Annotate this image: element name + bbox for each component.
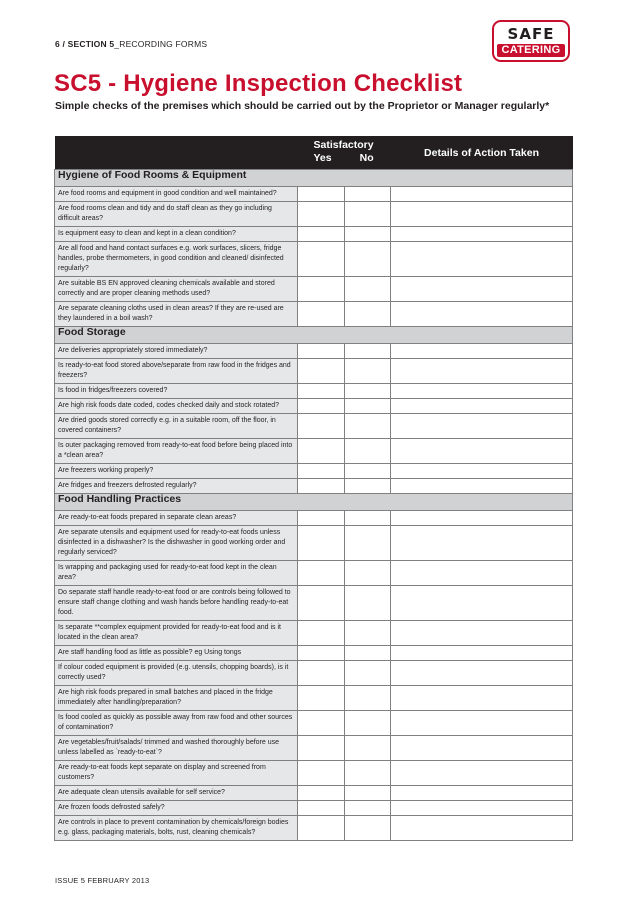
checklist-row	[55, 187, 573, 202]
checklist-row	[55, 511, 573, 526]
action-details-cell[interactable]	[391, 414, 573, 439]
question-text: Is outer packaging removed from ready-to-eat food before being placed into a *clean area?	[55, 439, 298, 464]
action-details-cell[interactable]	[391, 711, 573, 736]
issue-footer: ISSUE 5 FEBRUARY 2013	[55, 876, 150, 885]
no-cell[interactable]	[345, 359, 391, 384]
page-title: SC5 - Hygiene Inspection Checklist	[54, 70, 463, 97]
checklist-row	[55, 399, 573, 414]
yes-cell[interactable]	[298, 561, 345, 586]
section-title: Food Handling Practices	[55, 494, 573, 511]
no-cell[interactable]	[345, 511, 391, 526]
yes-cell[interactable]	[298, 816, 345, 841]
yes-cell[interactable]	[298, 686, 345, 711]
yes-cell[interactable]	[298, 187, 345, 202]
question-text: Are ready-to-eat foods kept separate on display and screened from customers?	[55, 761, 298, 786]
question-text: Are adequate clean utensils available for self service?	[55, 786, 298, 801]
logo-line-1: SAFE	[507, 25, 555, 43]
yes-cell[interactable]	[298, 801, 345, 816]
safe-catering-logo	[492, 20, 570, 62]
action-details-cell[interactable]	[391, 202, 573, 227]
yes-cell[interactable]	[298, 302, 345, 327]
yes-label: Yes	[313, 152, 332, 164]
checklist-row	[55, 801, 573, 816]
section-title: Hygiene of Food Rooms & Equipment	[55, 170, 573, 187]
yes-cell[interactable]	[298, 414, 345, 439]
yes-cell[interactable]	[298, 399, 345, 414]
action-details-cell[interactable]	[391, 479, 573, 494]
no-cell[interactable]	[345, 227, 391, 242]
yes-cell[interactable]	[298, 359, 345, 384]
checklist-table	[54, 136, 573, 841]
question-text: Is wrapping and packaging used for ready-to-eat food kept in the clean area?	[55, 561, 298, 586]
question-text: If colour coded equipment is provided (e.g. utensils, chopping boards), is it correctly used?	[55, 661, 298, 686]
yes-cell[interactable]	[298, 761, 345, 786]
section-header-row	[55, 327, 573, 344]
action-details-cell[interactable]	[391, 586, 573, 621]
checklist-row	[55, 384, 573, 399]
checklist-row	[55, 464, 573, 479]
question-text: Are frozen foods defrosted safely?	[55, 801, 298, 816]
checklist-row	[55, 277, 573, 302]
no-cell[interactable]	[345, 414, 391, 439]
no-cell[interactable]	[345, 344, 391, 359]
checklist-row	[55, 479, 573, 494]
no-cell[interactable]	[345, 277, 391, 302]
no-cell[interactable]	[345, 711, 391, 736]
no-cell[interactable]	[345, 242, 391, 277]
checklist-row	[55, 202, 573, 227]
yes-cell[interactable]	[298, 661, 345, 686]
checklist-row	[55, 646, 573, 661]
satisfactory-label: Satisfactory	[313, 139, 374, 151]
action-details-cell[interactable]	[391, 686, 573, 711]
page-subtitle: Simple checks of the premises which should be carried out by the Proprietor or Manager regularly*	[55, 100, 550, 112]
action-details-cell[interactable]	[391, 359, 573, 384]
no-cell[interactable]	[345, 187, 391, 202]
page-header	[55, 39, 207, 49]
question-text: Is equipment easy to clean and kept in a clean condition?	[55, 227, 298, 242]
no-cell[interactable]	[345, 736, 391, 761]
checklist-row	[55, 786, 573, 801]
checklist-row	[55, 561, 573, 586]
no-cell[interactable]	[345, 561, 391, 586]
action-details-cell[interactable]	[391, 801, 573, 816]
action-details-cell[interactable]	[391, 526, 573, 561]
details-header: Details of Action Taken	[391, 136, 573, 170]
section-title: Food Storage	[55, 327, 573, 344]
yes-cell[interactable]	[298, 711, 345, 736]
action-details-cell[interactable]	[391, 761, 573, 786]
checklist-row	[55, 344, 573, 359]
logo-line-2: CATERING	[497, 44, 565, 57]
question-text: Are staff handling food as little as possible? eg Using tongs	[55, 646, 298, 661]
checklist-row	[55, 414, 573, 439]
question-text: Are suitable BS EN approved cleaning chemicals available and stored correctly and are proper cleaning methods used?	[55, 277, 298, 302]
question-text: Are all food and hand contact surfaces e.g. work surfaces, slicers, fridge handles, probe thermometers, in good condition and cleaned/ disinfected regularly?	[55, 242, 298, 277]
yes-cell[interactable]	[298, 384, 345, 399]
no-label: No	[359, 152, 374, 164]
no-cell[interactable]	[345, 686, 391, 711]
action-details-cell[interactable]	[391, 646, 573, 661]
no-cell[interactable]	[345, 202, 391, 227]
action-details-cell[interactable]	[391, 242, 573, 277]
checklist-row	[55, 736, 573, 761]
action-details-cell[interactable]	[391, 277, 573, 302]
action-details-cell[interactable]	[391, 227, 573, 242]
action-details-cell[interactable]	[391, 399, 573, 414]
checklist-row	[55, 711, 573, 736]
no-cell[interactable]	[345, 586, 391, 621]
section-header-row	[55, 170, 573, 187]
checklist-row	[55, 302, 573, 327]
question-text: Are controls in place to prevent contamination by chemicals/foreign bodies e.g. glass, packaging materials, bolts, rust, cleaning chemicals?	[55, 816, 298, 841]
action-details-cell[interactable]	[391, 661, 573, 686]
table-header-row	[55, 136, 573, 170]
action-details-cell[interactable]	[391, 786, 573, 801]
no-cell[interactable]	[345, 646, 391, 661]
question-text: Is separate **complex equipment provided for ready-to-eat food and is it located in the clean area?	[55, 621, 298, 646]
checklist-row	[55, 816, 573, 841]
checklist-row	[55, 686, 573, 711]
question-header	[55, 136, 298, 170]
yes-cell[interactable]	[298, 621, 345, 646]
no-cell[interactable]	[345, 786, 391, 801]
question-text: Are separate cleaning cloths used in clean areas? If they are re-used are they laundered in a boil wash?	[55, 302, 298, 327]
checklist-row	[55, 761, 573, 786]
no-cell[interactable]	[345, 761, 391, 786]
question-text: Are vegetables/fruit/salads/ trimmed and washed thoroughly before use unless labelled as `ready-to-eat`?	[55, 736, 298, 761]
action-details-cell[interactable]	[391, 344, 573, 359]
yes-cell[interactable]	[298, 227, 345, 242]
checklist-row	[55, 227, 573, 242]
action-details-cell[interactable]	[391, 464, 573, 479]
yes-cell[interactable]	[298, 242, 345, 277]
no-cell[interactable]	[345, 384, 391, 399]
question-text: Are deliveries appropriately stored immediately?	[55, 344, 298, 359]
checklist-row	[55, 661, 573, 686]
yes-cell[interactable]	[298, 511, 345, 526]
action-details-cell[interactable]	[391, 439, 573, 464]
no-cell[interactable]	[345, 464, 391, 479]
yes-cell[interactable]	[298, 277, 345, 302]
yes-cell[interactable]	[298, 736, 345, 761]
no-cell[interactable]	[345, 302, 391, 327]
action-details-cell[interactable]	[391, 187, 573, 202]
yes-cell[interactable]	[298, 646, 345, 661]
yes-cell[interactable]	[298, 786, 345, 801]
checklist-row	[55, 439, 573, 464]
question-text: Are freezers working properly?	[55, 464, 298, 479]
question-text: Are separate utensils and equipment used for ready-to-eat foods unless disinfected in a dishwasher? Is the dishwasher in good working order and regularly serviced?	[55, 526, 298, 561]
question-text: Are food rooms clean and tidy and do staff clean as they go including difficult areas?	[55, 202, 298, 227]
action-details-cell[interactable]	[391, 511, 573, 526]
no-cell[interactable]	[345, 439, 391, 464]
checklist-row	[55, 359, 573, 384]
question-text: Are high risk foods prepared in small batches and placed in the fridge immediately after handling/preparation?	[55, 686, 298, 711]
action-details-cell[interactable]	[391, 302, 573, 327]
yes-cell[interactable]	[298, 526, 345, 561]
checklist-row	[55, 526, 573, 561]
page-section-number: 6 / SECTION 5	[55, 39, 115, 49]
no-cell[interactable]	[345, 661, 391, 686]
checklist-row	[55, 586, 573, 621]
yes-cell[interactable]	[298, 479, 345, 494]
yes-cell[interactable]	[298, 586, 345, 621]
no-cell[interactable]	[345, 399, 391, 414]
action-details-cell[interactable]	[391, 384, 573, 399]
question-text: Is ready-to-eat food stored above/separate from raw food in the fridges and freezers?	[55, 359, 298, 384]
question-text: Are dried goods stored correctly e.g. in a suitable room, off the floor, in covered containers?	[55, 414, 298, 439]
satisfactory-header	[298, 136, 391, 170]
question-text: Are fridges and freezers defrosted regularly?	[55, 479, 298, 494]
no-cell[interactable]	[345, 816, 391, 841]
checklist-body	[55, 170, 573, 841]
page-section-title: _RECORDING FORMS	[114, 39, 208, 49]
action-details-cell[interactable]	[391, 736, 573, 761]
question-text: Is food in fridges/freezers covered?	[55, 384, 298, 399]
question-text: Is food cooled as quickly as possible away from raw food and other sources of contamination?	[55, 711, 298, 736]
no-cell[interactable]	[345, 621, 391, 646]
question-text: Are ready-to-eat foods prepared in separate clean areas?	[55, 511, 298, 526]
question-text: Do separate staff handle ready-to-eat food or are controls being followed to ensure staff change clothing and wash hands before handling ready-to-eat food.	[55, 586, 298, 621]
checklist-row	[55, 621, 573, 646]
question-text: Are food rooms and equipment in good condition and well maintained?	[55, 187, 298, 202]
no-cell[interactable]	[345, 479, 391, 494]
no-cell[interactable]	[345, 526, 391, 561]
yes-cell[interactable]	[298, 202, 345, 227]
yes-cell[interactable]	[298, 344, 345, 359]
checklist-row	[55, 242, 573, 277]
no-cell[interactable]	[345, 801, 391, 816]
action-details-cell[interactable]	[391, 621, 573, 646]
yes-cell[interactable]	[298, 464, 345, 479]
section-header-row	[55, 494, 573, 511]
action-details-cell[interactable]	[391, 816, 573, 841]
question-text: Are high risk foods date coded, codes checked daily and stock rotated?	[55, 399, 298, 414]
yes-cell[interactable]	[298, 439, 345, 464]
action-details-cell[interactable]	[391, 561, 573, 586]
